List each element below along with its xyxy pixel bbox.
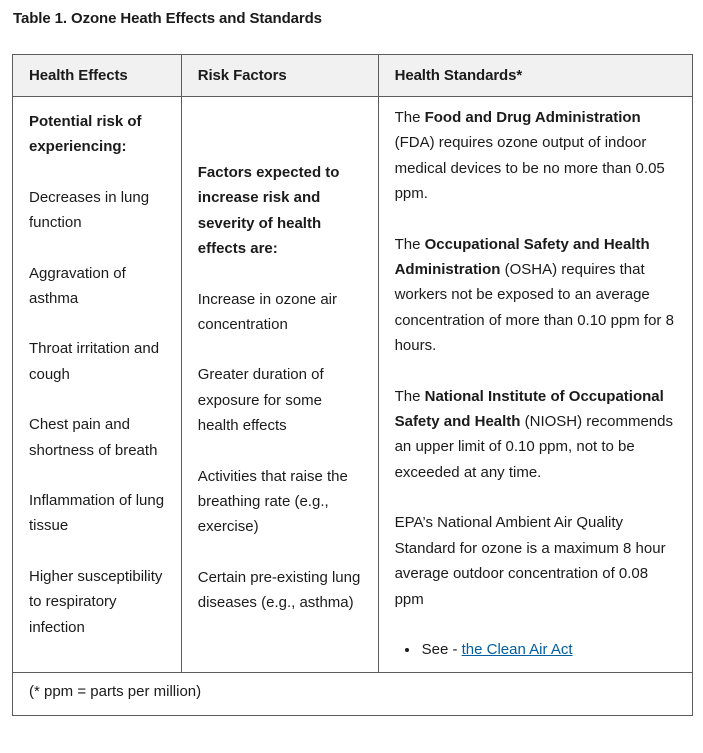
footnote-row — [13, 673, 693, 715]
standard-fda-prefix: The — [394, 109, 425, 126]
standard-fda-text: (FDA) requires ozone output of indoor medical devices to be no more than 0.05 ppm. — [394, 134, 665, 203]
see-prefix: See - — [421, 640, 462, 658]
see-list — [395, 637, 676, 662]
table-header-row — [13, 55, 693, 97]
health-effect-item: Higher susceptibility to respiratory infection — [29, 567, 163, 636]
health-effect-item: Decreases in lung function — [29, 188, 150, 232]
standard-niosh-org: National Institute of Occupational Safety and Health — [394, 387, 664, 431]
header-health-standards: Health Standards* — [378, 55, 692, 97]
standard-fda — [395, 105, 676, 207]
risk-factors-lead: Factors expected to increase risk and severity of health effects are: — [197, 164, 340, 258]
health-effect-item: Chest pain and shortness of breath — [29, 416, 158, 459]
risk-factor-item: Increase in ozone air concentration — [197, 290, 337, 334]
risk-factor-item: Certain pre-existing lung diseases (e.g., asthma) — [197, 568, 361, 612]
risk-factors-cell — [181, 97, 378, 673]
standard-epa: EPA’s National Ambient Air Quality Standard for ozone is a maximum 8 hour average outdoor concentration of 0.08 ppm — [394, 514, 666, 608]
standard-osha-org: Occupational Safety and Health Administration — [394, 235, 650, 279]
see-list-item — [420, 637, 676, 662]
header-health-effects: Health Effects — [13, 55, 182, 97]
health-effects-cell — [13, 97, 182, 673]
header-risk-factors: Risk Factors — [181, 55, 378, 97]
standard-fda-org: Food and Drug Administration — [424, 109, 641, 126]
standard-niosh-text: (NIOSH) recommends an upper limit of 0.10 ppm, not to be exceeded at any time. — [394, 413, 673, 481]
clean-air-act-link[interactable]: the Clean Air Act — [461, 640, 573, 658]
table-row — [13, 97, 693, 673]
standard-osha — [395, 232, 676, 359]
health-effects-lead: Potential risk of experiencing: — [29, 113, 142, 156]
risk-factor-item: Activities that raise the breathing rate (e.g., exercise) — [197, 467, 348, 536]
standard-niosh — [395, 384, 676, 486]
health-standards-cell — [378, 97, 692, 673]
footnote: (* ppm = parts per million) — [13, 673, 693, 715]
ozone-table — [12, 54, 693, 716]
standard-osha-text: (OSHA) requires that workers not be exposed to an average concentration of more than 0.10 ppm for 8 hours. — [394, 261, 674, 355]
health-effect-item: Aggravation of asthma — [29, 264, 126, 308]
standard-niosh-prefix: The — [394, 387, 425, 405]
health-effect-item: Throat irritation and cough — [29, 340, 160, 383]
table-caption: Table 1. Ozone Heath Effects and Standards — [13, 10, 322, 27]
standard-osha-prefix: The — [394, 235, 425, 253]
health-effect-item: Inflammation of lung tissue — [29, 492, 165, 535]
risk-factor-item: Greater duration of exposure for some health effects — [197, 366, 324, 435]
